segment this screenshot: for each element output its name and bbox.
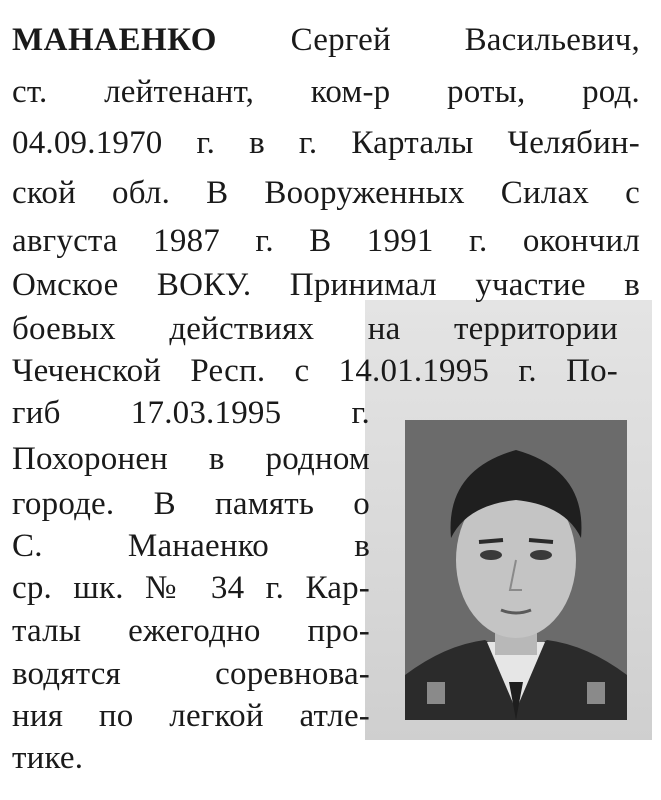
surname: МАНАЕНКО xyxy=(12,22,217,58)
bio-line-8: Чеченской Респ. с 14.01.1995 г. По- xyxy=(12,353,618,389)
bio-line-3: 04.09.1970 г. в г. Карталы Челябин- xyxy=(12,125,640,161)
bio-line-5: августа 1987 г. В 1991 г. окончил xyxy=(12,223,640,259)
bio-line-14: талы ежегодно про- xyxy=(12,613,370,649)
bio-line-6: Омское ВОКУ. Принимал участие в xyxy=(12,267,640,303)
bio-line-11: городе. В память о xyxy=(12,486,370,522)
bio-line-2: ст. лейтенант, ком-р роты, род. xyxy=(12,74,640,110)
bio-line-4: ской обл. В Вооруженных Силах с xyxy=(12,175,640,211)
bio-line-16: ния по легкой атле- xyxy=(12,698,370,734)
bio-line-15: водятся соревнова- xyxy=(12,656,370,692)
bio-line-1 xyxy=(12,24,640,57)
bio-line-10: Похоронен в родном xyxy=(12,441,370,477)
portrait-photo xyxy=(405,420,627,720)
bio-line-12: С. Манаенко в xyxy=(12,528,370,564)
bio-text-line: Сергей Васильевич, xyxy=(290,22,640,58)
bio-line-17: тике. xyxy=(12,740,84,776)
bio-line-7: боевых действиях на территории xyxy=(12,311,618,347)
bio-line-9: гиб 17.03.1995 г. xyxy=(12,395,370,431)
bio-line-13: ср. шк. № 34 г. Кар- xyxy=(12,570,370,606)
